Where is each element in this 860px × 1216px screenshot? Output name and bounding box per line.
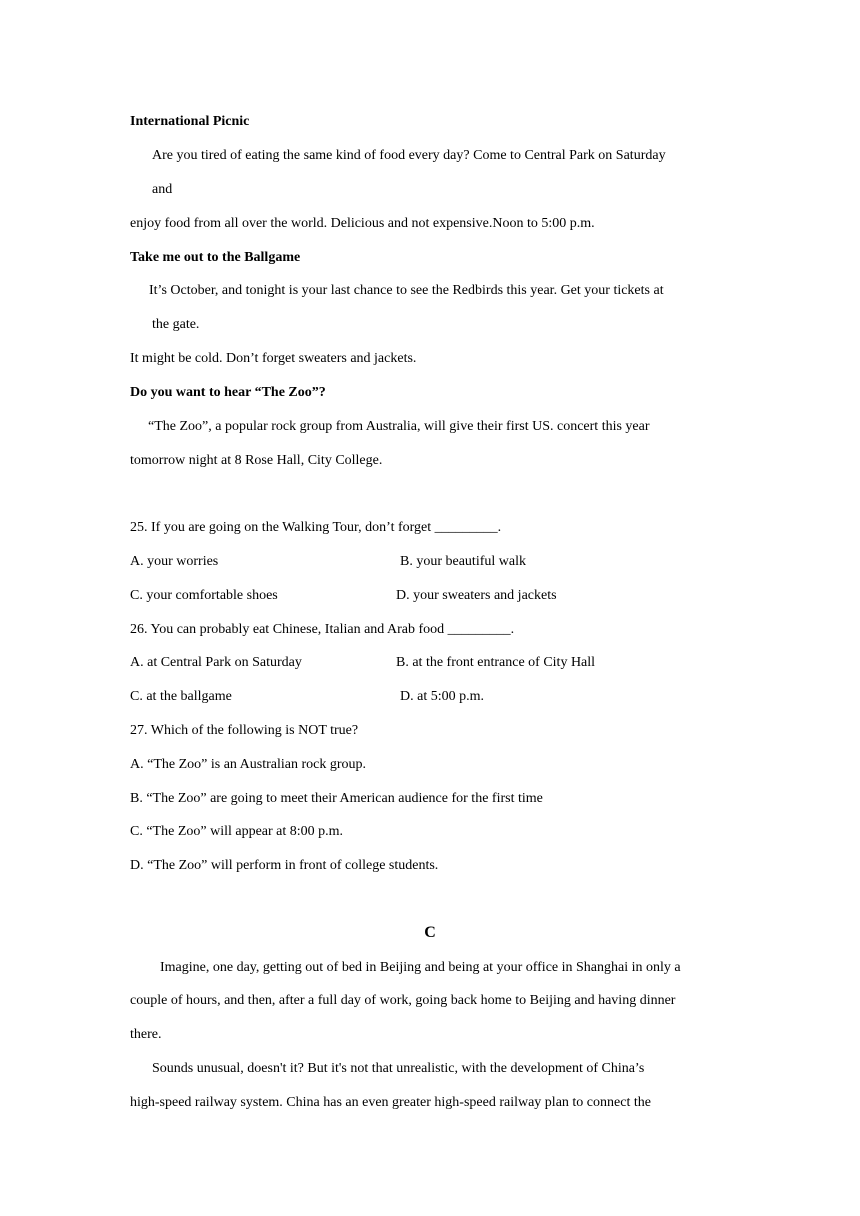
ad-text-line: Are you tired of eating the same kind of food every day? Come to Central Park on Saturday (152, 148, 666, 163)
question-26-option-a: A. at Central Park on Saturday (130, 655, 302, 670)
question-26-stem: 26. You can probably eat Chinese, Italian and Arab food _________. (130, 622, 515, 637)
passage-line: couple of hours, and then, after a full day of work, going back home to Beijing and having dinner (130, 993, 676, 1008)
question-26-option-d: D. at 5:00 p.m. (400, 689, 484, 704)
ad-text-line: tomorrow night at 8 Rose Hall, City College. (130, 453, 383, 468)
ad-title-ballgame: Take me out to the Ballgame (130, 250, 301, 265)
section-heading-c: C (424, 924, 436, 941)
ad-text-line: and (152, 182, 173, 197)
ad-text-line: the gate. (152, 317, 200, 332)
question-26-option-c: C. at the ballgame (130, 689, 232, 704)
question-27-option-b: B. “The Zoo” are going to meet their American audience for the first time (130, 791, 543, 806)
ad-text-line: “The Zoo”, a popular rock group from Australia, will give their first US. concert this year (148, 419, 650, 434)
ad-title-international-picnic: International Picnic (130, 114, 250, 129)
question-25-option-d: D. your sweaters and jackets (396, 588, 557, 603)
question-27-option-d: D. “The Zoo” will perform in front of college students. (130, 858, 439, 873)
question-25-option-c: C. your comfortable shoes (130, 588, 278, 603)
question-27-option-c: C. “The Zoo” will appear at 8:00 p.m. (130, 824, 344, 839)
question-26-option-b: B. at the front entrance of City Hall (396, 655, 596, 670)
passage-line: Imagine, one day, getting out of bed in Beijing and being at your office in Shanghai in only a (160, 960, 681, 975)
question-27-option-a: A. “The Zoo” is an Australian rock group. (130, 757, 366, 772)
question-25-stem: 25. If you are going on the Walking Tour, don’t forget _________. (130, 520, 502, 535)
ad-title-the-zoo: Do you want to hear “The Zoo”? (130, 385, 326, 400)
question-25-option-b: B. your beautiful walk (400, 554, 526, 569)
ad-text-line: It’s October, and tonight is your last chance to see the Redbirds this year. Get your tickets at (149, 283, 664, 298)
ad-text-line: It might be cold. Don’t forget sweaters and jackets. (130, 351, 417, 366)
passage-line: Sounds unusual, doesn't it? But it's not that unrealistic, with the development of China’s (152, 1061, 645, 1076)
question-25-option-a: A. your worries (130, 554, 219, 569)
passage-line: there. (130, 1027, 162, 1042)
passage-line: high-speed railway system. China has an even greater high-speed railway plan to connect the (130, 1095, 651, 1110)
ad-text-line: enjoy food from all over the world. Delicious and not expensive.Noon to 5:00 p.m. (130, 216, 595, 231)
question-27-stem: 27. Which of the following is NOT true? (130, 723, 359, 738)
